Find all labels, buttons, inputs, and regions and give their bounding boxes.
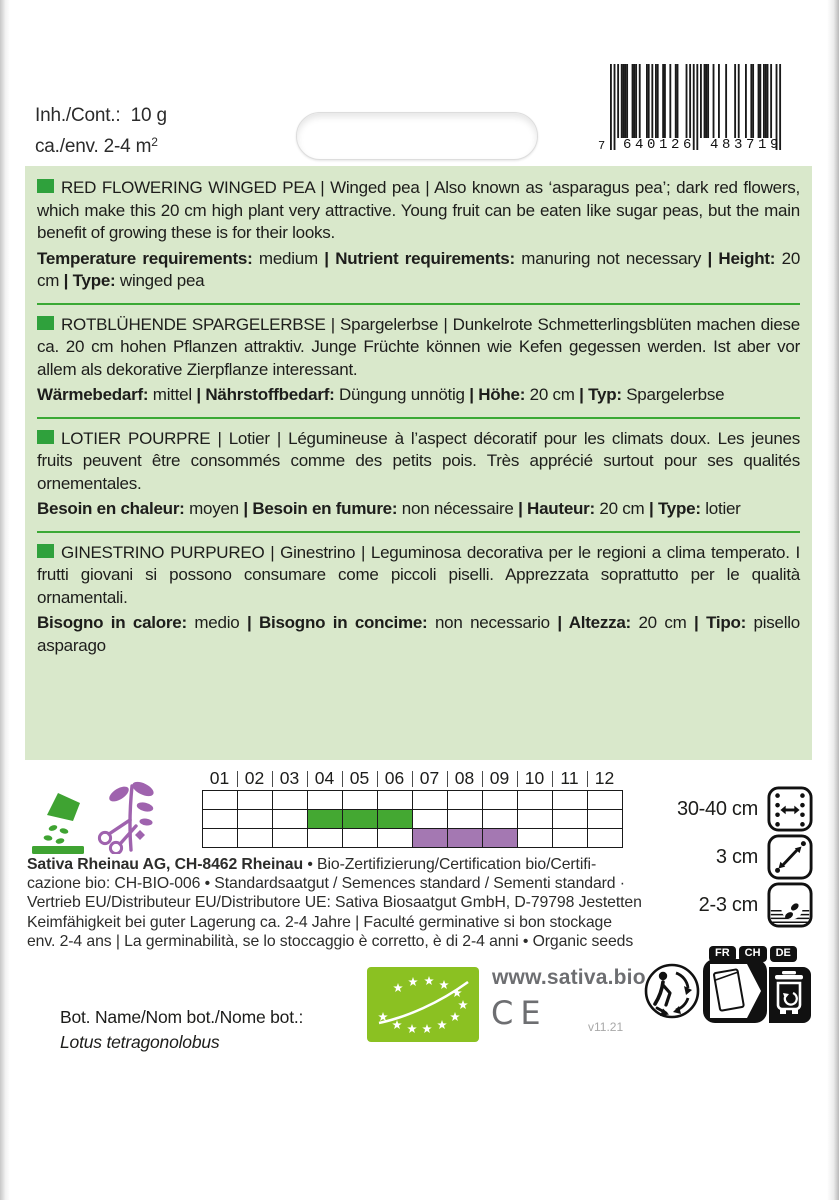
- country-tabs: [709, 946, 797, 962]
- month-06: 06: [377, 767, 412, 790]
- sowing-icon: [30, 792, 88, 854]
- sowing-depth-icon: [767, 882, 813, 928]
- calendar-cell: [343, 829, 378, 848]
- plant-attributes-de: Wärmebedarf: mittel | Nährstoffbedarf: Düngung unnötig | Höhe: 20 cm | Typ: Spargelerbse: [37, 385, 725, 404]
- harvest-period-month-09: [483, 829, 518, 848]
- calendar-cell: [483, 791, 518, 810]
- green-square-bullet: [37, 179, 54, 193]
- plant-info-fr: [37, 419, 800, 533]
- calendar-cell: [308, 829, 343, 848]
- harvest-period-month-08: [448, 829, 483, 848]
- botanical-name-block: [60, 1005, 303, 1055]
- row-distance-label: 30-40 cm: [677, 797, 758, 820]
- eu-organic-logo-icon: [367, 967, 479, 1042]
- calendar-cell: [448, 810, 483, 829]
- producer-name: Sativa Rheinau AG, CH-8462 Rheinau: [27, 856, 304, 873]
- calendar-legend: [30, 778, 158, 854]
- packaging-sorting-icon: [703, 946, 813, 1026]
- harvest-cutting-icon: [96, 778, 158, 854]
- calendar-cell: [238, 810, 273, 829]
- calendar-cell: [203, 791, 238, 810]
- producer-line2: cazione bio: CH-BIO-006 • Standardsaatgut / Semences standard / Sementi standard ·: [27, 875, 625, 893]
- calendar-cell: [448, 791, 483, 810]
- month-04: 04: [307, 767, 342, 790]
- calendar-cell: [518, 829, 553, 848]
- calendar-cell: [238, 791, 273, 810]
- row-spacing-icon: [767, 786, 813, 832]
- tab-ch: CH: [739, 946, 767, 962]
- calendar-cell: [343, 791, 378, 810]
- area-label: ca./env.: [35, 136, 99, 157]
- plant-description-it: GINESTRINO PURPUREO | Ginestrino | Leguminosa decorativa per le regioni a clima temperato. I frutti giovani si possono consumare come piccoli piselli. Apprezzata soprattutto per le qualità ornamentali.: [37, 542, 800, 607]
- calendar-cell: [518, 810, 553, 829]
- harvest-period-month-07: [413, 829, 448, 848]
- website-url: www.sativa.bio: [492, 966, 646, 989]
- barcode-group1: 640126: [623, 137, 696, 153]
- barcode-group2: 483719: [710, 137, 783, 153]
- euro-hang-hole: [296, 112, 538, 160]
- calendar-cell: [203, 810, 238, 829]
- green-square-bullet: [37, 544, 54, 558]
- calendar-cell: [553, 791, 588, 810]
- plant-info-it: [37, 533, 800, 668]
- sorting-bin-icon: [703, 959, 811, 1023]
- plant-description-en: RED FLOWERING WINGED PEA | Winged pea | Also known as ‘asparagus pea’; dark red flowers, which make this 20 cm high plant very attractive. Young fruit can be eaten like sugar peas, but the main benefit of growing these is for their looks.: [37, 178, 800, 242]
- botanical-name-label: Bot. Name/Nom bot./Nome bot.:: [60, 1007, 304, 1027]
- calendar-month-header: [202, 767, 623, 790]
- packet-right-edge: [827, 0, 839, 1200]
- producer-line3: Vertrieb EU/Distributeur EU/Distributore UE: Sativa Biosaatgut GmbH, D-79798 Jestetten: [27, 894, 642, 912]
- tab-de: DE: [770, 946, 797, 962]
- triman-recycling-icon: [643, 962, 701, 1020]
- month-08: 08: [447, 767, 482, 790]
- calendar-cell: [308, 791, 343, 810]
- plant-description-de: ROTBLÜHENDE SPARGELERBSE | Spargelerbse | Dunkelrote Schmetterlingsblüten machen diese ca. 20 cm hohen Pflanzen attraktiv. Junge Früchte können wie Kefen gegessen werden. Ist aber vor allem als dekorative Zierpflanze interessant.: [37, 314, 800, 379]
- plant-info-de: [37, 305, 800, 419]
- germination-line4: Keimfähigkeit bei guter Lagerung ca. 2-4 Jahre | Faculté germinative si bon stockage: [27, 913, 612, 931]
- calendar-grid: [202, 790, 623, 848]
- ce-mark: CE: [491, 994, 548, 1032]
- plant-distance-label: 3 cm: [715, 845, 758, 868]
- month-10: 10: [517, 767, 552, 790]
- sowing-period-month-04: [308, 810, 343, 829]
- plant-attributes-it: Bisogno in calore: medio | Bisogno in concime: non necessario | Altezza: 20 cm | Tipo: pisello asparago: [37, 613, 800, 655]
- calendar-cell: [273, 829, 308, 848]
- month-12: 12: [594, 768, 615, 788]
- sowing-depth: [699, 882, 813, 928]
- calendar-cell: [588, 791, 623, 810]
- plant-description-panel: [25, 166, 812, 760]
- calendar-cell: [413, 810, 448, 829]
- packet-left-edge: [0, 0, 10, 1200]
- plant-distance: [716, 834, 813, 880]
- calendar-cell: [553, 829, 588, 848]
- content-value: 10 g: [130, 105, 167, 126]
- barcode: [598, 64, 793, 160]
- sowing-calendar: [202, 767, 623, 848]
- calendar-cell: [553, 810, 588, 829]
- plant-attributes-fr: Besoin en chaleur: moyen | Besoin en fumure: non nécessaire | Hauteur: 20 cm | Type: lotier: [37, 499, 741, 518]
- calendar-cell: [273, 791, 308, 810]
- green-square-bullet: [37, 430, 54, 444]
- version-number: v11.21: [588, 1020, 624, 1034]
- calendar-cell: [518, 791, 553, 810]
- calendar-cell: [588, 810, 623, 829]
- month-09: 09: [482, 767, 517, 790]
- botanical-name: Lotus tetragonolobus: [60, 1032, 220, 1052]
- area-superscript: 2: [151, 135, 158, 149]
- month-01: 01: [202, 767, 237, 790]
- calendar-cell: [378, 829, 413, 848]
- area-value: 2-4 m: [103, 136, 152, 157]
- month-07: 07: [412, 767, 447, 790]
- plant-spacing-icon: [767, 834, 813, 880]
- sowing-depth-label: 2-3 cm: [698, 893, 758, 916]
- green-square-bullet: [37, 316, 54, 330]
- calendar-cell: [413, 791, 448, 810]
- calendar-cell: [483, 810, 518, 829]
- barcode-lead-digit: 7: [598, 139, 606, 153]
- content-label: Inh./Cont.:: [35, 105, 121, 126]
- month-03: 03: [272, 767, 307, 790]
- calendar-cell: [203, 829, 238, 848]
- plant-info-en: [37, 168, 800, 305]
- sowing-period-month-05: [343, 810, 378, 829]
- month-05: 05: [342, 767, 377, 790]
- calendar-cell: [378, 791, 413, 810]
- calendar-cell: [238, 829, 273, 848]
- calendar-cell: [273, 810, 308, 829]
- month-02: 02: [237, 767, 272, 790]
- tab-fr: FR: [709, 946, 736, 962]
- germination-line5: env. 2-4 ans | La germinabilità, se lo stoccaggio è corretto, è di 2-4 anni • Organic seeds: [27, 932, 634, 950]
- plant-description-fr: LOTIER POURPRE | Lotier | Légumineuse à l’aspect décoratif pour les climats doux. Les jeunes fruits peuvent être consommés comme des petits pois. Très apprécié surtout pour ses qualités ornementales.: [37, 428, 800, 493]
- sowing-period-month-06: [378, 810, 413, 829]
- calendar-cell: [588, 829, 623, 848]
- plant-attributes-en: Temperature requirements: medium | Nutrient requirements: manuring not necessary | Height: 20 cm | Type: winged pea: [37, 248, 801, 290]
- producer-info: Sativa Rheinau AG, CH-8462 Rheinau • Bio-Zertifizierung/Certification bio/Certifi- cazione bio: CH-BIO-006 • Standardsaatgut / Semences standard / Sementi standard · Vertrieb EU/Distributeur EU/Distributore UE: Sativa Biosaatgut GmbH, D-79798 Jestetten Keimfähigkeit bei guter Lagerung ca. 2-4 Jahre | Faculté germinative si bon stockage env. 2-4 ans | La germinabilità, se lo stoccaggio è corretto, è di 2-4 anni • Organic seeds: [27, 855, 672, 951]
- month-11: 11: [552, 767, 587, 790]
- content-quantity: [35, 103, 167, 160]
- row-distance: [677, 786, 813, 832]
